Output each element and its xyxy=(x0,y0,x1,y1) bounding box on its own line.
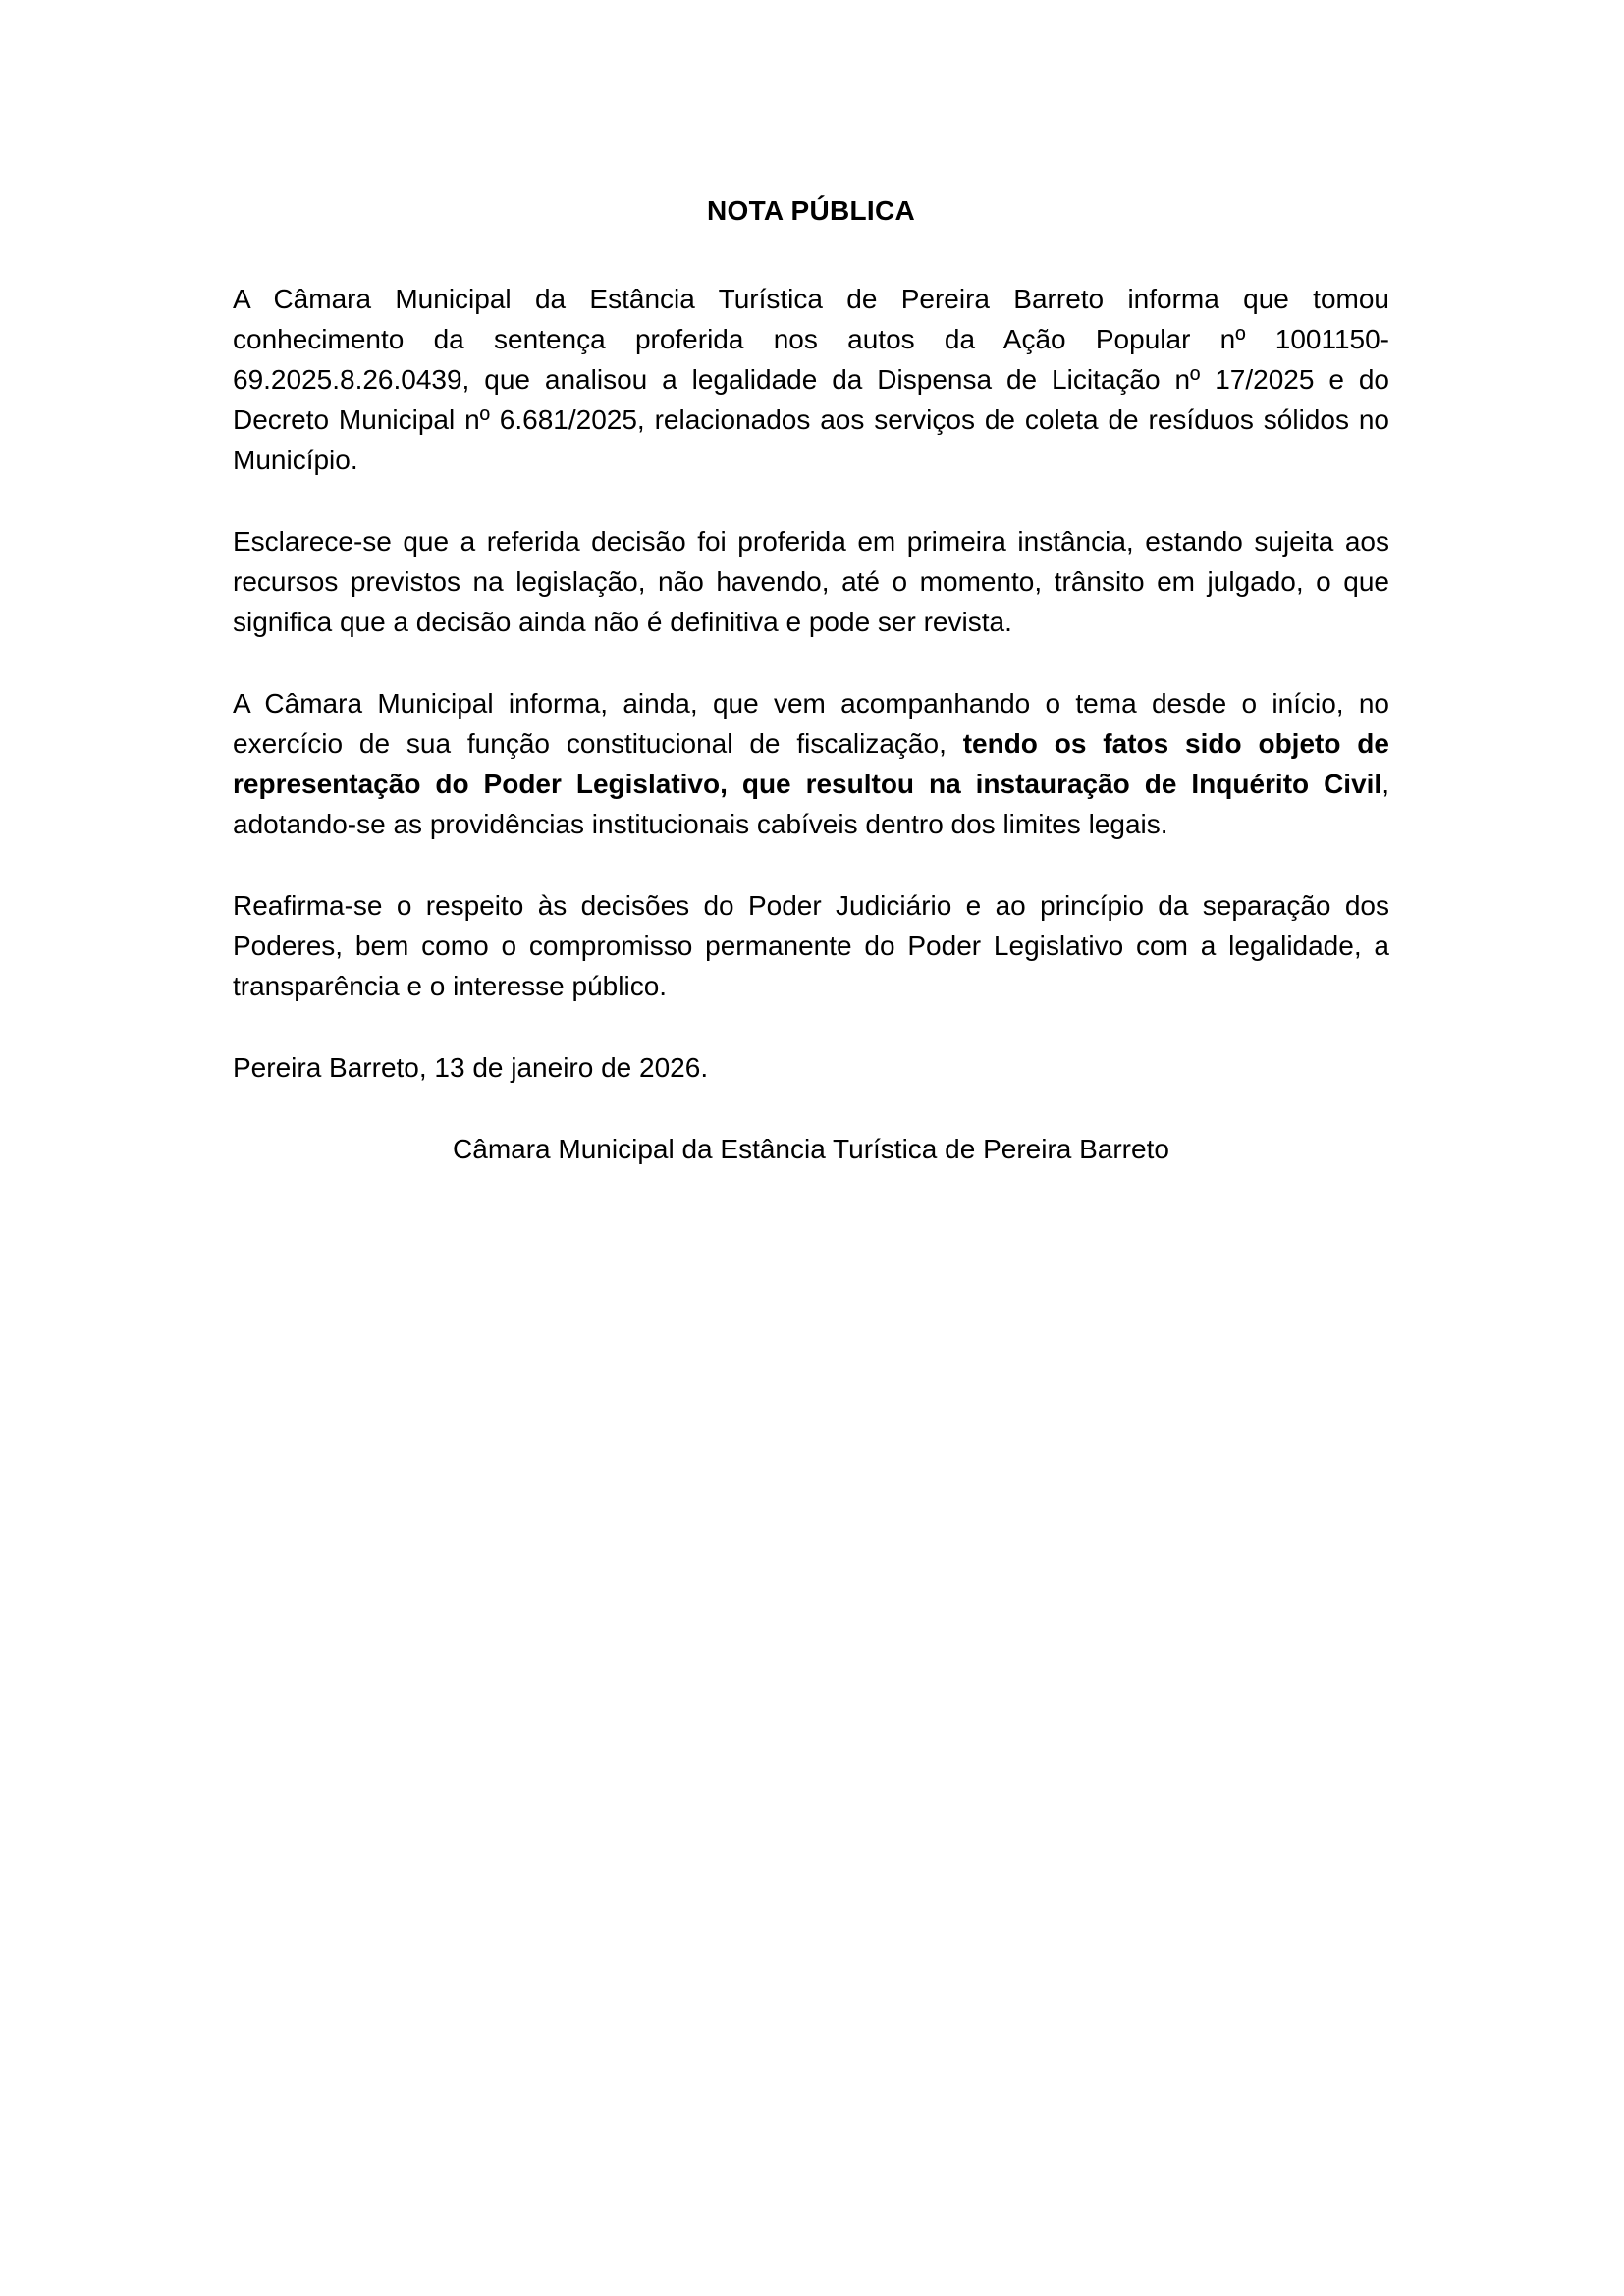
paragraph-3-bold-emphasis: tendo os fatos sido objeto de representação do Poder Legislativo, que resultou na instauração de Inquérito Civil xyxy=(233,728,1389,799)
paragraph-2: Esclarece-se que a referida decisão foi proferida em primeira instância, estando sujeita aos recursos previstos na legislação, não havendo, até o momento, trânsito em julgado, o que significa que a decisão ainda não é definitiva e pode ser revista. xyxy=(233,526,1389,637)
paragraph-3-text: A Câmara Municipal informa, ainda, que vem acompanhando o tema desde o início, no exercício de sua função constitucional de fiscalização, xyxy=(233,688,1389,759)
date-line: Pereira Barreto, 13 de janeiro de 2026. xyxy=(233,1052,709,1083)
paragraph-3 xyxy=(233,683,1389,844)
paragraph-3-text-continued: , adotando-se as providências institucionais cabíveis dentro dos limites legais. xyxy=(233,769,1389,839)
document-title: NOTA PÚBLICA xyxy=(706,195,916,226)
signature-line: Câmara Municipal da Estância Turística de Pereira Barreto xyxy=(453,1134,1169,1164)
paragraph-4: Reafirma-se o respeito às decisões do Poder Judiciário e ao princípio da separação dos Poderes, bem como o compromisso permanente do Poder Legislativo com a legalidade, a transparência e o interesse público. xyxy=(233,890,1389,1001)
paragraph-1: A Câmara Municipal da Estância Turística de Pereira Barreto informa que tomou conhecimento da sentença proferida nos autos da Ação Popular nº 1001150-69.2025.8.26.0439, que analisou a legalidade da Dispensa de Licitação nº 17/2025 e do Decreto Municipal nº 6.681/2025, relacionados aos serviços de coleta de resíduos sólidos no Município. xyxy=(233,284,1389,475)
